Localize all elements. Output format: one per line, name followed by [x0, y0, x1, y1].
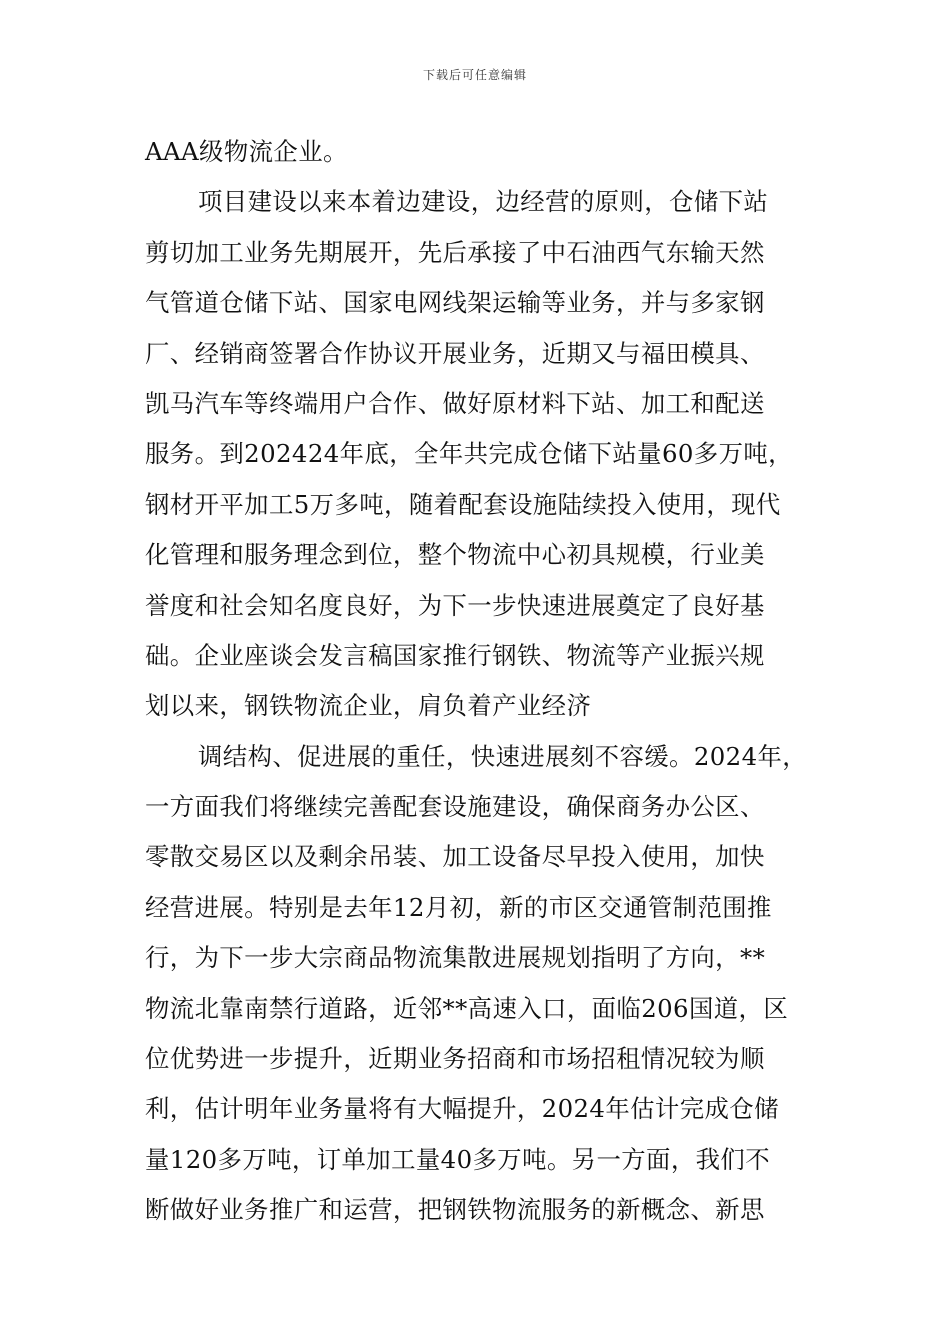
text-line: 项目建设以来本着边建设，边经营的原则，仓储下站 — [198, 187, 769, 217]
document-body — [145, 127, 810, 1236]
text-line: 量120多万吨，订单加工量40多万吨。另一方面，我们不 — [145, 1144, 770, 1174]
text-line: 剪切加工业务先期展开，先后承接了中石油西气东输天然 — [145, 237, 765, 267]
text-line: 凯马汽车等终端用户合作、做好原材料下站、加工和配送 — [145, 388, 765, 418]
page-header-note: 下载后可任意编辑 — [422, 68, 527, 82]
text-line: 行，为下一步大宗商品物流集散进展规划指明了方向，** — [145, 943, 766, 973]
text-line: 誉度和社会知名度良好，为下一步快速进展奠定了良好基 — [145, 590, 765, 620]
text-line: AAA级物流企业。 — [145, 137, 348, 166]
text-line: 调结构、促进展的重任，快速进展刻不容缓。2024年， — [198, 741, 808, 771]
text-line: 厂、经销商签署合作协议开展业务，近期又与福田模具、 — [145, 338, 765, 368]
text-line: 物流北靠南禁行道路，近邻**高速入口，面临206国道，区 — [145, 993, 789, 1023]
text-line: 断做好业务推广和运营，把钢铁物流服务的新概念、新思 — [145, 1195, 765, 1225]
text-line: 一方面我们将继续完善配套设施建设，确保商务办公区、 — [145, 792, 765, 822]
text-line: 利，估计明年业务量将有大幅提升，2024年估计完成仓储 — [145, 1094, 779, 1124]
text-line: 钢材开平加工5万多吨，随着配套设施陆续投入使用，现代 — [145, 489, 781, 519]
text-line: 气管道仓储下站、国家电网线架运输等业务，并与多家钢 — [145, 288, 765, 318]
text-line: 础。企业座谈会发言稿国家推行钢铁、物流等产业振兴规 — [145, 640, 765, 670]
text-line: 经营进展。特别是去年12月初，新的市区交通管制范围推 — [145, 892, 772, 922]
text-line: 位优势进一步提升，近期业务招商和市场招租情况较为顺 — [145, 1044, 765, 1074]
text-line: 零散交易区以及剩余吊装、加工设备尽早投入使用，加快 — [145, 842, 765, 872]
text-line: 划以来，钢铁物流企业，肩负着产业经济 — [145, 691, 592, 721]
text-line: 化管理和服务理念到位，整个物流中心初具规模，行业美 — [145, 540, 765, 570]
text-line: 服务。到202424年底，全年共完成仓储下站量60多万吨， — [145, 439, 793, 469]
